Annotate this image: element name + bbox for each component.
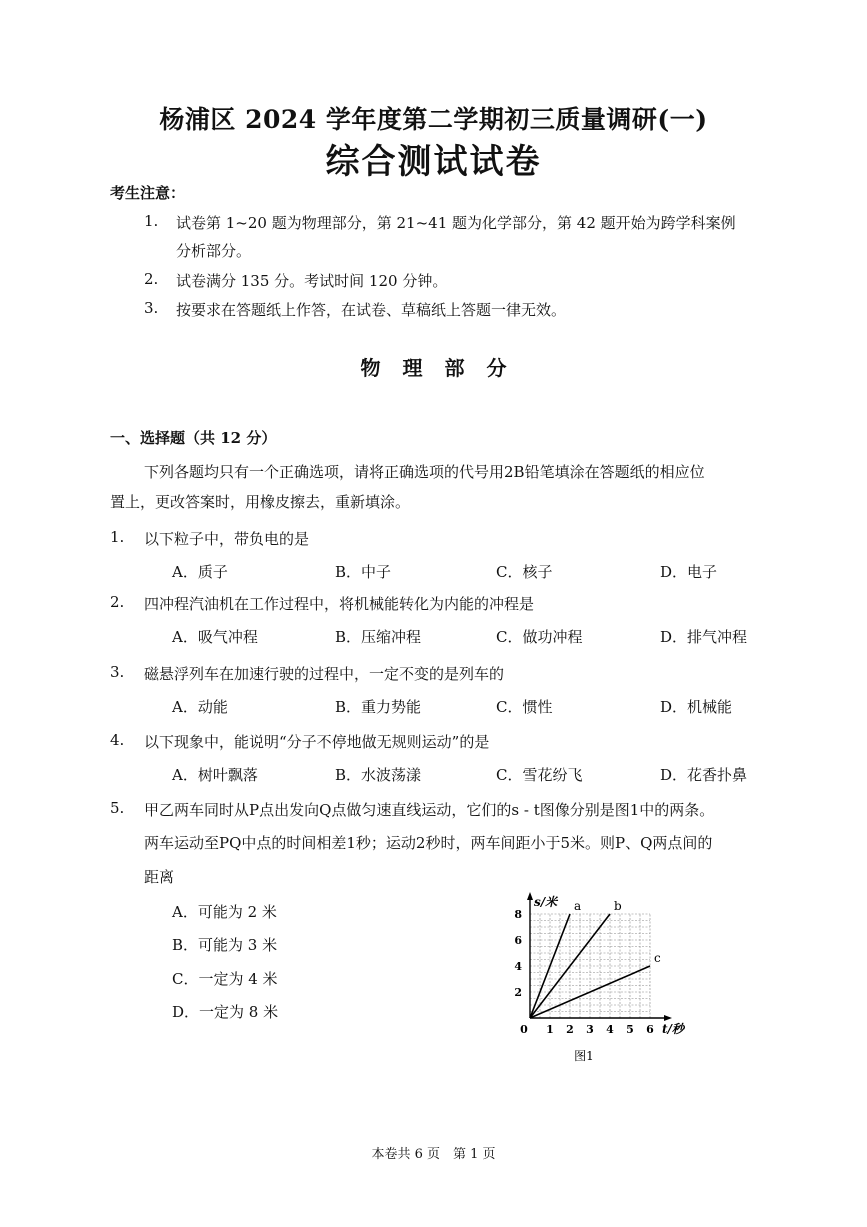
option-b: B．水波荡漾	[335, 766, 422, 784]
option-a: A．吸气冲程	[172, 628, 258, 646]
question-stem: 以下粒子中，带负电的是	[144, 530, 310, 548]
x-tick-label: 1	[546, 1023, 554, 1036]
x-tick-label: 0	[520, 1023, 528, 1036]
question-stem: 磁悬浮列车在加速行驶的过程中，一定不变的是列车的	[144, 665, 505, 683]
option-c: C．核子	[496, 563, 553, 581]
y-tick-label: 8	[514, 908, 522, 921]
exam-subtitle: 综合测试试卷	[325, 142, 542, 182]
question-stem: 以下现象中，能说明“分子不停地做无规则运动”的是	[144, 733, 490, 751]
notice-heading: 考生注意：	[110, 184, 186, 202]
notice-item-text: 按要求在答题纸上作答，在试卷、草稿纸上答题一律无效。	[176, 301, 567, 319]
question-number: 1.	[110, 528, 125, 546]
y-tick-label: 6	[514, 934, 522, 947]
x-tick-label: 3	[586, 1023, 594, 1036]
question-stem: 甲乙两车同时从P点出发向Q点做匀速直线运动，它们的s - t图像分别是图1中的两条。	[144, 801, 715, 819]
part-heading: 一、选择题（共 12 分）	[110, 429, 277, 447]
question-number: 3.	[110, 663, 125, 681]
option-c: C．一定为 4 米	[172, 970, 278, 988]
figure-caption: 图1	[574, 1049, 594, 1063]
x-tick-label: 6	[646, 1023, 654, 1036]
option-a: A．质子	[172, 563, 228, 581]
y-tick-label: 4	[514, 960, 522, 973]
series-label-a: a	[574, 899, 582, 913]
option-d: D．排气冲程	[660, 628, 748, 646]
option-c: C．做功冲程	[496, 628, 583, 646]
question-stem: 两车运动至PQ中点的时间相差1秒；运动2秒时，两车间距小于5米。则P、Q两点间的	[144, 834, 713, 852]
question-stem: 四冲程汽油机在工作过程中，将机械能转化为内能的冲程是	[144, 595, 535, 613]
question-number: 5.	[110, 799, 125, 817]
option-d: D．花香扑鼻	[660, 766, 748, 784]
notice-item-number: 2.	[144, 270, 159, 288]
series-label-b: b	[614, 899, 622, 913]
section-title: 物理部分	[360, 356, 529, 380]
notice-item-number: 1.	[144, 212, 159, 230]
x-tick-label: 4	[606, 1023, 614, 1036]
option-d: D．机械能	[660, 698, 733, 716]
y-tick-label: 2	[514, 986, 522, 999]
notice-item-text: 分析部分。	[176, 242, 252, 260]
option-c: C．雪花纷飞	[496, 766, 583, 784]
notice-item-text: 试卷满分 135 分。考试时间 120 分钟。	[176, 272, 448, 290]
option-b: B．重力势能	[335, 698, 422, 716]
option-a: A．动能	[172, 698, 228, 716]
x-tick-label: 2	[566, 1023, 574, 1036]
question-number: 2.	[110, 593, 125, 611]
option-a: A．树叶飘落	[172, 766, 258, 784]
x-tick-label: 5	[626, 1023, 634, 1036]
notice-item-number: 3.	[144, 299, 159, 317]
series-label-c: c	[654, 951, 661, 965]
option-b: B．压缩冲程	[335, 628, 422, 646]
notice-item-text: 试卷第 1~20 题为物理部分，第 21~41 题为化学部分，第 42 题开始为跨学科案例	[176, 214, 736, 232]
y-axis-arrow	[527, 892, 533, 900]
st-graph	[500, 888, 700, 1063]
instructions-line: 置上，更改答案时，用橡皮擦去，重新填涂。	[110, 493, 411, 511]
option-d: D．电子	[660, 563, 718, 581]
option-b: B．可能为 3 米	[172, 936, 278, 954]
question-number: 4.	[110, 731, 125, 749]
exam-title: 杨浦区 2024 学年度第二学期初三质量调研(一)	[159, 105, 708, 134]
option-b: B．中子	[335, 563, 392, 581]
x-axis-arrow	[664, 1015, 672, 1021]
x-axis-label: t/秒	[662, 1022, 684, 1036]
option-a: A．可能为 2 米	[172, 903, 277, 921]
page-footer: 本卷共 6 页 第 1 页	[371, 1147, 496, 1162]
instructions-line: 下列各题均只有一个正确选项，请将正确选项的代号用2B铅笔填涂在答题纸的相应位	[144, 463, 705, 481]
option-c: C．惯性	[496, 698, 553, 716]
question-stem: 距离	[144, 868, 175, 886]
y-axis-label: s/米	[534, 895, 558, 909]
option-d: D．一定为 8 米	[172, 1003, 279, 1021]
